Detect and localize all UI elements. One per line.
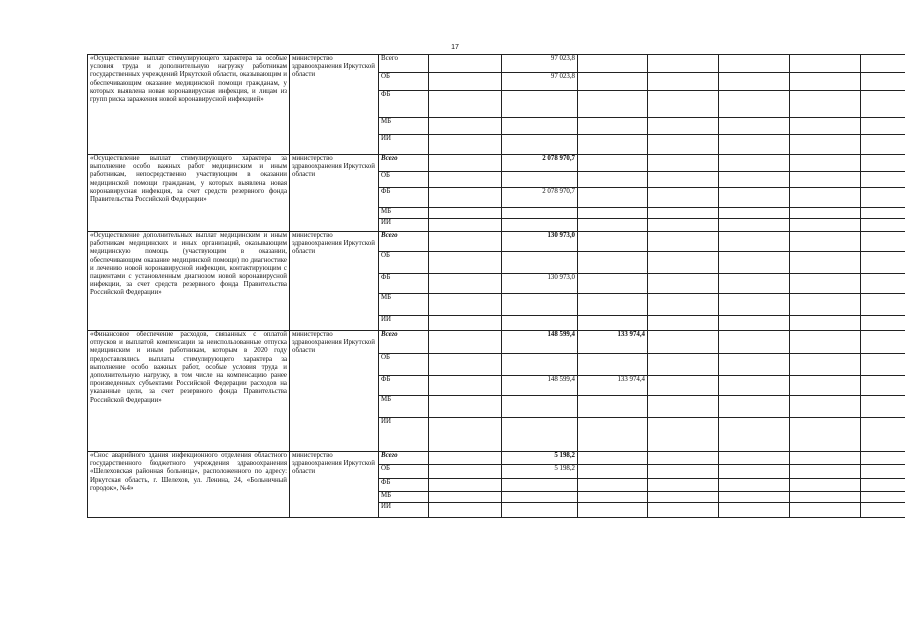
amount-cell-c6 (790, 155, 861, 172)
amount-cell-c1 (429, 172, 502, 188)
amount-cell-c5 (719, 479, 790, 492)
amount-cell-c4 (648, 55, 719, 73)
funding-source: ФБ (379, 188, 429, 208)
funding-source: МБ (379, 396, 429, 418)
measure-description: «Осуществление выплат стимулирующего характера за выполнение особо важных работ медицинским и иным работникам, непосредственно участвующим в оказании медицинской помощи гражданам, у которых выявлена новая коронавирусная инфекция, за счет средств резервного фонда Правительства Российской Федерации» (88, 155, 290, 232)
amount-cell-c1 (429, 73, 502, 91)
amount-cell-c4 (648, 503, 719, 518)
amount-cell-c5 (719, 232, 790, 252)
amount-cell-c2: 97 023,8 (502, 73, 578, 91)
amount-cell-c2 (502, 479, 578, 492)
amount-cell-c2 (502, 172, 578, 188)
amount-cell-c5 (719, 188, 790, 208)
amount-cell-c1 (429, 188, 502, 208)
amount-cell-c2 (502, 252, 578, 274)
amount-cell-c3 (578, 492, 648, 503)
amount-cell-c6 (790, 91, 861, 118)
amount-cell-c1 (429, 396, 502, 418)
amount-cell-c7 (861, 274, 905, 294)
amount-cell-c3 (578, 418, 648, 452)
amount-cell-c7 (861, 155, 905, 172)
amount-cell-c6 (790, 354, 861, 376)
amount-cell-c5 (719, 155, 790, 172)
funding-source: ИИ (379, 135, 429, 155)
amount-cell-c6 (790, 492, 861, 503)
amount-cell-c7 (861, 55, 905, 73)
amount-cell-c7 (861, 503, 905, 518)
amount-cell-c4 (648, 331, 719, 354)
amount-cell-c7 (861, 135, 905, 155)
amount-cell-c2: 97 023,8 (502, 55, 578, 73)
amount-cell-c2 (502, 503, 578, 518)
amount-cell-c3 (578, 219, 648, 232)
table-row (88, 452, 905, 465)
amount-cell-c1 (429, 252, 502, 274)
measure-description: «Снос аварийного здания инфекционного отделения областного государственного бюджетного учреждения здравоохранения «Шелеховская районная больница», расположенного по адресу: Иркутская область, г. Шелехов, ул. Ленина, 24, «Больничный городок», №4» (88, 452, 290, 518)
amount-cell-c5 (719, 91, 790, 118)
amount-cell-c2: 5 198,2 (502, 465, 578, 479)
amount-cell-c4 (648, 188, 719, 208)
amount-cell-c1 (429, 479, 502, 492)
amount-cell-c3 (578, 118, 648, 135)
amount-cell-c4 (648, 135, 719, 155)
executor-cell: министерство здравоохранения Иркутской области (290, 155, 379, 232)
amount-cell-c1 (429, 354, 502, 376)
amount-cell-c7 (861, 172, 905, 188)
amount-cell-c5 (719, 219, 790, 232)
amount-cell-c6 (790, 376, 861, 396)
amount-cell-c3 (578, 465, 648, 479)
amount-cell-c7 (861, 188, 905, 208)
amount-cell-c4 (648, 354, 719, 376)
amount-cell-c4 (648, 252, 719, 274)
amount-cell-c4 (648, 274, 719, 294)
amount-cell-c4 (648, 418, 719, 452)
amount-cell-c1 (429, 376, 502, 396)
funding-source: Всего (379, 331, 429, 354)
amount-cell-c5 (719, 396, 790, 418)
funding-source: ИИ (379, 316, 429, 331)
amount-cell-c6 (790, 452, 861, 465)
amount-cell-c3 (578, 452, 648, 465)
amount-cell-c3 (578, 479, 648, 492)
amount-cell-c7 (861, 479, 905, 492)
amount-cell-c3 (578, 396, 648, 418)
measure-description: «Финансовое обеспечение расходов, связанных с оплатой отпусков и выплатой компенсации за неиспользованные отпуска медицинским и иным работникам, которым в 2020 году предоставлялись выплаты стимулирующего характера за выполнение особо важных работ, особые условия труда и дополнительную нагрузку, в том числе на компенсацию ранее произведенных субъектами Российской Федерации расходов на указанные цели, за счет резервного фонда Правительства Российской Федерации» (88, 331, 290, 452)
amount-cell-c5 (719, 294, 790, 316)
amount-cell-c1 (429, 219, 502, 232)
amount-cell-c7 (861, 452, 905, 465)
amount-cell-c1 (429, 135, 502, 155)
amount-cell-c5 (719, 503, 790, 518)
funding-source: МБ (379, 118, 429, 135)
amount-cell-c6 (790, 274, 861, 294)
amount-cell-c3 (578, 135, 648, 155)
amount-cell-c3 (578, 91, 648, 118)
amount-cell-c3 (578, 354, 648, 376)
amount-cell-c6 (790, 188, 861, 208)
amount-cell-c6 (790, 252, 861, 274)
amount-cell-c4 (648, 118, 719, 135)
funding-source: МБ (379, 294, 429, 316)
amount-cell-c7 (861, 73, 905, 91)
amount-cell-c5 (719, 118, 790, 135)
amount-cell-c2 (502, 294, 578, 316)
amount-cell-c2: 148 599,4 (502, 376, 578, 396)
amount-cell-c2 (502, 492, 578, 503)
amount-cell-c2 (502, 219, 578, 232)
amount-cell-c6 (790, 135, 861, 155)
amount-cell-c4 (648, 465, 719, 479)
amount-cell-c4 (648, 208, 719, 219)
amount-cell-c1 (429, 208, 502, 219)
amount-cell-c7 (861, 232, 905, 252)
funding-source: ОБ (379, 465, 429, 479)
amount-cell-c2: 5 198,2 (502, 452, 578, 465)
amount-cell-c2: 2 078 970,7 (502, 188, 578, 208)
amount-cell-c6 (790, 479, 861, 492)
amount-cell-c2: 130 973,0 (502, 232, 578, 252)
amount-cell-c4 (648, 396, 719, 418)
amount-cell-c4 (648, 316, 719, 331)
amount-cell-c2: 130 973,0 (502, 274, 578, 294)
amount-cell-c5 (719, 274, 790, 294)
amount-cell-c6 (790, 316, 861, 331)
measure-description: «Осуществление выплат стимулирующего характера за особые условия труда и дополнительную нагрузку работникам государственных учреждений Иркутской области, оказывающим и обеспечивающим оказание медицинской помощи гражданам, у которых выявлена новая коронавирусная инфекция, и лицам из групп риска заражения новой коронавирусной инфекцией» (88, 55, 290, 155)
table-row (88, 232, 905, 252)
amount-cell-c2 (502, 418, 578, 452)
amount-cell-c2 (502, 208, 578, 219)
amount-cell-c5 (719, 331, 790, 354)
amount-cell-c3 (578, 55, 648, 73)
amount-cell-c7 (861, 118, 905, 135)
amount-cell-c7 (861, 354, 905, 376)
amount-cell-c5 (719, 252, 790, 274)
amount-cell-c3: 133 974,4 (578, 331, 648, 354)
amount-cell-c1 (429, 331, 502, 354)
funding-source: ОБ (379, 354, 429, 376)
amount-cell-c4 (648, 376, 719, 396)
executor-cell: министерство здравоохранения Иркутской области (290, 55, 379, 155)
amount-cell-c7 (861, 252, 905, 274)
amount-cell-c1 (429, 418, 502, 452)
amount-cell-c3 (578, 232, 648, 252)
amount-cell-c1 (429, 294, 502, 316)
amount-cell-c4 (648, 479, 719, 492)
executor-cell: министерство здравоохранения Иркутской области (290, 452, 379, 518)
funding-source: Всего (379, 55, 429, 73)
amount-cell-c2: 148 599,4 (502, 331, 578, 354)
amount-cell-c4 (648, 155, 719, 172)
executor-cell: министерство здравоохранения Иркутской области (290, 331, 379, 452)
amount-cell-c5 (719, 208, 790, 219)
table-row (88, 55, 905, 73)
amount-cell-c7 (861, 91, 905, 118)
amount-cell-c5 (719, 376, 790, 396)
funding-source: МБ (379, 208, 429, 219)
amount-cell-c3 (578, 73, 648, 91)
funding-source: Всего (379, 452, 429, 465)
funding-source: ИИ (379, 503, 429, 518)
amount-cell-c7 (861, 316, 905, 331)
amount-cell-c3 (578, 252, 648, 274)
table-row (88, 155, 905, 172)
amount-cell-c4 (648, 232, 719, 252)
amount-cell-c4 (648, 452, 719, 465)
amount-cell-c6 (790, 396, 861, 418)
amount-cell-c3 (578, 294, 648, 316)
amount-cell-c1 (429, 55, 502, 73)
amount-cell-c2 (502, 316, 578, 331)
budget-table (87, 54, 905, 518)
amount-cell-c4 (648, 172, 719, 188)
amount-cell-c4 (648, 91, 719, 118)
executor-cell: министерство здравоохранения Иркутской области (290, 232, 379, 331)
page-number: 17 (451, 44, 459, 51)
amount-cell-c3 (578, 274, 648, 294)
amount-cell-c7 (861, 396, 905, 418)
funding-source: ИИ (379, 418, 429, 452)
amount-cell-c6 (790, 118, 861, 135)
amount-cell-c6 (790, 418, 861, 452)
funding-source: ОБ (379, 172, 429, 188)
funding-source: ОБ (379, 73, 429, 91)
amount-cell-c4 (648, 294, 719, 316)
amount-cell-c2 (502, 354, 578, 376)
amount-cell-c3: 133 974,4 (578, 376, 648, 396)
amount-cell-c1 (429, 503, 502, 518)
amount-cell-c6 (790, 503, 861, 518)
amount-cell-c1 (429, 465, 502, 479)
amount-cell-c2: 2 078 970,7 (502, 155, 578, 172)
amount-cell-c1 (429, 452, 502, 465)
amount-cell-c6 (790, 294, 861, 316)
amount-cell-c1 (429, 316, 502, 331)
amount-cell-c4 (648, 219, 719, 232)
amount-cell-c7 (861, 219, 905, 232)
funding-source: ФБ (379, 274, 429, 294)
amount-cell-c5 (719, 55, 790, 73)
amount-cell-c6 (790, 219, 861, 232)
amount-cell-c5 (719, 73, 790, 91)
amount-cell-c7 (861, 492, 905, 503)
amount-cell-c7 (861, 294, 905, 316)
amount-cell-c3 (578, 503, 648, 518)
amount-cell-c3 (578, 208, 648, 219)
amount-cell-c3 (578, 188, 648, 208)
amount-cell-c7 (861, 208, 905, 219)
table-row (88, 331, 905, 354)
amount-cell-c6 (790, 465, 861, 479)
amount-cell-c2 (502, 118, 578, 135)
amount-cell-c1 (429, 91, 502, 118)
amount-cell-c5 (719, 452, 790, 465)
amount-cell-c7 (861, 376, 905, 396)
amount-cell-c5 (719, 354, 790, 376)
funding-source: ИИ (379, 219, 429, 232)
amount-cell-c4 (648, 492, 719, 503)
amount-cell-c2 (502, 396, 578, 418)
funding-source: Всего (379, 232, 429, 252)
amount-cell-c1 (429, 155, 502, 172)
amount-cell-c5 (719, 492, 790, 503)
amount-cell-c5 (719, 172, 790, 188)
amount-cell-c2 (502, 91, 578, 118)
funding-source: Всего (379, 155, 429, 172)
amount-cell-c6 (790, 232, 861, 252)
amount-cell-c3 (578, 316, 648, 331)
amount-cell-c7 (861, 331, 905, 354)
amount-cell-c4 (648, 73, 719, 91)
funding-source: ОБ (379, 252, 429, 274)
amount-cell-c7 (861, 465, 905, 479)
amount-cell-c3 (578, 172, 648, 188)
amount-cell-c1 (429, 118, 502, 135)
amount-cell-c5 (719, 135, 790, 155)
amount-cell-c2 (502, 135, 578, 155)
amount-cell-c1 (429, 232, 502, 252)
amount-cell-c6 (790, 208, 861, 219)
amount-cell-c7 (861, 418, 905, 452)
measure-description: «Осуществление дополнительных выплат медицинским и иным работникам медицинских и иных организаций, оказывающим медицинскую помощь (участвующим в оказании, обеспечивающим оказание медицинской помощи) по диагностике и лечению новой коронавирусной инфекции, контактирующим с пациентами с установленным диагнозом новой коронавирусной инфекции, за счет средств резервного фонда Правительства Российской Федерации» (88, 232, 290, 331)
funding-source: ФБ (379, 91, 429, 118)
funding-source: ФБ (379, 376, 429, 396)
amount-cell-c6 (790, 73, 861, 91)
amount-cell-c5 (719, 418, 790, 452)
amount-cell-c6 (790, 55, 861, 73)
funding-source: ФБ (379, 479, 429, 492)
amount-cell-c6 (790, 172, 861, 188)
amount-cell-c6 (790, 331, 861, 354)
amount-cell-c5 (719, 465, 790, 479)
amount-cell-c1 (429, 492, 502, 503)
amount-cell-c1 (429, 274, 502, 294)
amount-cell-c5 (719, 316, 790, 331)
amount-cell-c3 (578, 155, 648, 172)
funding-source: МБ (379, 492, 429, 503)
